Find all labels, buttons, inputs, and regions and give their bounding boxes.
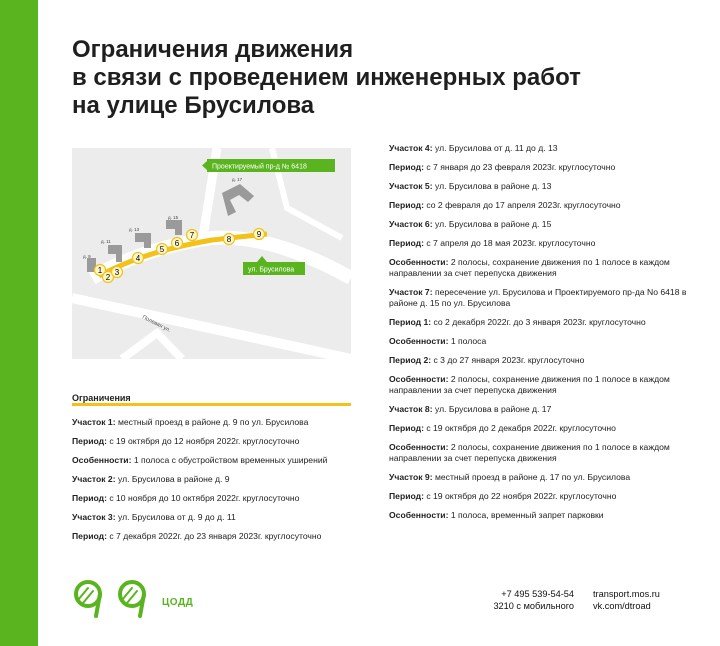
row-key: Участок 4: [389,143,433,153]
vk-link[interactable]: vk.com/dtroad [593,601,651,611]
row-value: 1 полоса, временный запрет парковки [448,510,604,520]
logo-tail-2 [140,594,144,616]
row-value: с 7 апреля до 18 мая 2023г. круглосуточно [423,238,596,248]
row-key: Особенности: [389,374,449,384]
marker-7-label: 7 [189,231,195,240]
row-key: Участок 7: [389,287,433,297]
road-polevaya [72,298,351,359]
left-row [72,474,372,485]
marker-5-label: 5 [159,245,165,254]
projected-road-badge-arrow [202,161,207,170]
site-link[interactable]: transport.mos.ru [593,589,660,599]
label-d17: д. 17 [232,177,243,182]
right-row [389,491,689,502]
phone-number[interactable]: +7 495 539-54-54 [501,589,574,599]
map-svg [72,148,351,359]
marker-9-label: 9 [256,230,262,239]
mobile-number: 3210 с мобильного [493,601,574,611]
road-brusilova [92,238,351,278]
right-row [389,510,689,521]
right-row [389,238,689,249]
projected-road-label: Проектируемый пр-д № 6418 [212,163,307,171]
row-key: Участок 3: [72,512,116,522]
row-key: Особенности: [389,257,449,267]
left-row [72,531,372,542]
row-value: с 19 октября до 12 ноября 2022г. круглосуточно [106,436,300,446]
row-key: Особенности: [389,336,449,346]
right-row [389,257,689,279]
marker-6-label: 6 [174,239,180,248]
row-key: Период: [389,491,424,501]
building-15b [175,223,182,235]
left-row [72,417,372,428]
restrictions-heading: Ограничения [72,393,131,403]
marker-8-label: 8 [226,235,232,244]
title-line-3: на улице Брусилова [72,92,315,119]
right-row [389,219,689,230]
row-value: со 2 декабря 2022г. до 3 января 2023г. круглосуточно [431,317,646,327]
label-d13: д. 13 [129,227,140,232]
label-d11: д. 11 [101,239,111,244]
right-row [389,336,689,347]
row-key: Участок 5: [389,181,433,191]
row-key: Период: [72,531,107,541]
row-key: Период 1: [389,317,432,327]
logo-ring-1 [76,582,100,606]
logo-text: ЦОДД [162,597,194,608]
row-key: Участок 1: [72,417,116,427]
row-key: Участок 9: [389,472,433,482]
codd-logo [66,576,216,620]
row-key: Период: [389,200,424,210]
row-key: Период: [72,436,107,446]
row-value: с 3 до 27 января 2023г. круглосуточно [431,355,585,365]
row-value: с 7 декабря 2022г. до 23 января 2023г. круглосуточно [106,531,322,541]
row-value: 2 полосы, сохранение движения по 1 полосе в каждом направлении за счет перепуска движения [389,374,670,395]
label-d15: д. 15 [168,215,179,220]
marker-3-label: 3 [114,268,120,277]
marker-1-label: 1 [97,266,103,275]
right-row [389,404,689,415]
page-title [72,36,672,120]
right-column [389,143,689,529]
title-line-2: в связи с проведением инженерных работ [72,64,581,91]
buildings [87,184,254,272]
logo-tail-1 [96,594,100,616]
row-key: Участок 8: [389,404,433,414]
row-value: ул. Брусилова в районе д. 13 [432,181,552,191]
street-badge-arrow [257,256,267,262]
row-value: с 7 января до 23 февраля 2023г. круглосуточно [423,162,616,172]
road-local [122,333,182,359]
logo-ring-2 [120,582,144,606]
marker-2-label: 2 [105,273,111,282]
row-value: 1 полоса [448,336,487,346]
row-key: Период: [389,238,424,248]
row-key: Участок 2: [72,474,116,484]
row-value: 2 полосы, сохранение движения по 1 полосе в каждом направлении за счет перепуска движения [389,442,670,463]
left-column [72,393,372,550]
right-row [389,317,689,328]
row-key: Период: [72,493,107,503]
row-value: ул. Брусилова в районе д. 9 [115,474,230,484]
building-13b [144,236,151,248]
row-value: ул. Брусилова в районе д. 15 [432,219,552,229]
row-value: 2 полосы, сохранение движения по 1 полосе в каждом направлении за счет перепуска движения [389,257,670,278]
right-row [389,162,689,173]
row-value: ул. Брусилова в районе д. 17 [432,404,552,414]
right-row [389,200,689,211]
row-key: Участок 6: [389,219,433,229]
building-11b [116,250,122,262]
label-d9: д. 9 [83,254,91,259]
row-value: со 2 февраля до 17 апреля 2023г. круглосуточно [423,200,621,210]
polevaya-label: Полевая ул. [141,314,172,334]
links-block [593,588,683,612]
right-row [389,181,689,192]
right-row [389,355,689,366]
left-row [72,455,372,466]
row-key: Период: [389,162,424,172]
row-value: с 10 ноября до 10 октября 2022г. круглосуточно [106,493,300,503]
phone-block [488,588,574,612]
row-key: Особенности: [389,442,449,452]
row-value: местный проезд в районе д. 17 по ул. Брусилова [432,472,631,482]
building-17 [222,184,254,216]
row-value: пересечение ул. Брусилова и Проектируемого пр-да No 6418 в районе д. 15 по ул. Брусилова [389,287,687,308]
left-row [72,493,372,504]
row-value: ул. Брусилова от д. 9 до д. 11 [115,512,236,522]
right-row [389,442,689,464]
row-key: Период: [389,423,424,433]
row-value: ул. Брусилова от д. 11 до д. 13 [432,143,558,153]
row-key: Особенности: [389,510,449,520]
title-line-1: Ограничения движения [72,36,354,63]
logo-stripes [78,588,137,603]
right-row [389,287,689,309]
row-value: местный проезд в районе д. 9 по ул. Брусилова [115,417,309,427]
row-key: Особенности: [72,455,132,465]
left-row [72,436,372,447]
right-row [389,472,689,483]
left-row [72,512,372,523]
row-value: 1 полоса с обустройством временных уширений [131,455,328,465]
left-green-stripe [0,0,38,646]
row-value: с 19 октября до 2 декабря 2022г. круглосуточно [423,423,616,433]
row-key: Период 2: [389,355,432,365]
right-row [389,374,689,396]
right-row [389,143,689,154]
row-value: с 19 октября до 22 ноября 2022г. круглосуточно [423,491,617,501]
street-label: ул. Брусилова [248,266,295,274]
map [72,148,351,359]
right-row [389,423,689,434]
marker-4-label: 4 [135,254,141,263]
